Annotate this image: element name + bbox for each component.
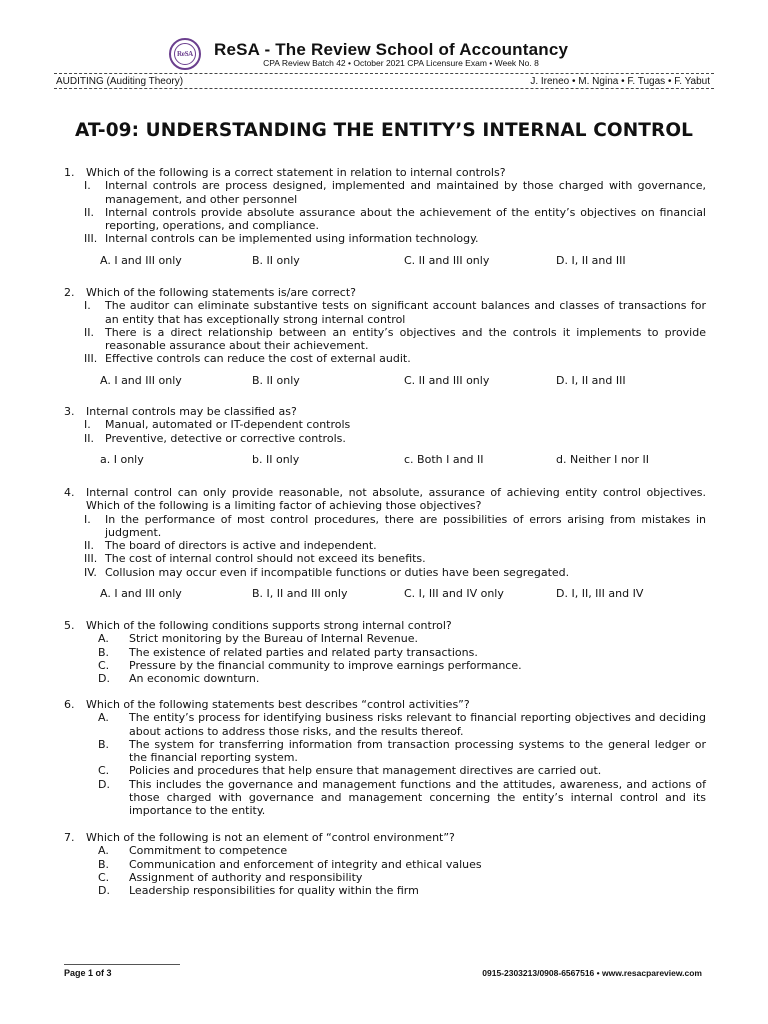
option-text: An economic downturn. bbox=[129, 672, 260, 686]
question-stem: Which of the following is not an element of “control environment”? bbox=[86, 831, 455, 844]
choice-a: A. I and III only bbox=[100, 253, 182, 267]
answer-choices bbox=[64, 374, 706, 387]
item-label: II. bbox=[84, 205, 94, 219]
option-label: A. bbox=[98, 632, 109, 646]
option-label: A. bbox=[98, 844, 109, 858]
option-text: The existence of related parties and related party transactions. bbox=[129, 645, 478, 659]
choice-a: A. I and III only bbox=[100, 587, 182, 601]
question-6 bbox=[64, 698, 706, 818]
option-label: C. bbox=[98, 658, 110, 672]
question-2 bbox=[64, 286, 706, 387]
item-label: II. bbox=[84, 431, 94, 445]
item-text: Internal controls provide absolute assurance about the achievement of the entity’s objectives on financial reporting, operations, and compliance. bbox=[105, 205, 706, 233]
item-text: The auditor can eliminate substantive tests on significant account balances and classes of transactions for an entity that has exceptionally strong internal control bbox=[105, 299, 706, 326]
question-stem: Which of the following is a correct statement in relation to internal controls? bbox=[86, 166, 506, 179]
item-text: In the performance of most control procedures, there are possibilities of errors arising from mistakes in judgment. bbox=[105, 512, 706, 539]
option-label: B. bbox=[98, 857, 110, 871]
question-stem: Internal controls may be classified as? bbox=[86, 405, 297, 418]
question-3 bbox=[64, 405, 706, 466]
authors-label: J. Ireneo • M. Ngina • F. Tugas • F. Yabut bbox=[530, 76, 710, 87]
choice-d: d. Neither I nor II bbox=[556, 452, 650, 466]
choice-a: a. I only bbox=[100, 452, 144, 466]
item-text: There is a direct relationship between an entity’s objectives and the controls it implements to provide reasonable assurance about their achievement. bbox=[105, 325, 706, 353]
choice-c: c. Both I and II bbox=[404, 452, 484, 466]
choice-b: B. II only bbox=[252, 373, 300, 387]
question-number: 4. bbox=[64, 486, 75, 499]
question-5 bbox=[64, 619, 706, 685]
choice-c: C. II and III only bbox=[404, 253, 490, 267]
question-7 bbox=[64, 831, 706, 897]
item-label: II. bbox=[84, 325, 94, 339]
answer-choices bbox=[64, 587, 706, 600]
item-label: I. bbox=[84, 299, 91, 313]
question-stem: Which of the following statements best describes “control activities”? bbox=[86, 698, 470, 711]
option-label: D. bbox=[98, 884, 110, 898]
option-label: C. bbox=[98, 764, 110, 778]
item-text: Collusion may occur even if incompatible functions or duties have been segregated. bbox=[105, 565, 570, 579]
item-text: Internal controls are process designed, implemented and maintained by those charged with governance, management, and other personnel bbox=[105, 179, 706, 206]
option-text: Assignment of authority and responsibility bbox=[129, 870, 363, 884]
subject-bar bbox=[54, 73, 714, 89]
item-label: IV. bbox=[84, 565, 97, 579]
choice-d: D. I, II, III and IV bbox=[556, 587, 644, 601]
contact-info: 0915-2303213/0908-6567516 • www.resacpareview.com bbox=[482, 968, 702, 978]
question-number: 5. bbox=[64, 619, 75, 632]
option-text: Leadership responsibilities for quality within the firm bbox=[129, 884, 419, 898]
option-text: This includes the governance and management functions and the attitudes, awareness, and actions of those charged with governance and management concerning the entity’s internal control and its importance to the entity. bbox=[129, 777, 706, 818]
page-number: Page 1 of 3 bbox=[64, 968, 112, 978]
choice-a: A. I and III only bbox=[100, 373, 182, 387]
question-number: 7. bbox=[64, 831, 75, 844]
choice-b: B. II only bbox=[252, 253, 300, 267]
item-text: Internal controls can be implemented using information technology. bbox=[105, 232, 479, 246]
item-text: Manual, automated or IT-dependent controls bbox=[105, 418, 351, 432]
item-label: I. bbox=[84, 179, 91, 193]
item-label: III. bbox=[84, 552, 98, 566]
item-text: Effective controls can reduce the cost of external audit. bbox=[105, 352, 411, 366]
page-title: AT-09: UNDERSTANDING THE ENTITY’S INTERNAL CONTROL bbox=[74, 120, 694, 141]
item-text: The board of directors is active and independent. bbox=[105, 539, 377, 553]
option-label: C. bbox=[98, 870, 110, 884]
subject-label: AUDITING (Auditing Theory) bbox=[56, 76, 184, 87]
option-label: D. bbox=[98, 777, 110, 791]
question-1 bbox=[64, 166, 706, 267]
option-text: Communication and enforcement of integrity and ethical values bbox=[129, 857, 482, 871]
option-label: D. bbox=[98, 672, 110, 686]
question-number: 6. bbox=[64, 698, 75, 711]
option-text: Policies and procedures that help ensure that management directives are carried out. bbox=[129, 764, 602, 778]
batch-info: CPA Review Batch 42 • October 2021 CPA Licensure Exam • Week No. 8 bbox=[263, 58, 539, 68]
item-label: III. bbox=[84, 352, 98, 366]
question-stem: Internal control can only provide reasonable, not absolute, assurance of achieving entity control objectives. Which of the following is a limiting factor of achieving those objectives? bbox=[86, 486, 706, 513]
question-number: 1. bbox=[64, 166, 75, 179]
option-text: The entity’s process for identifying business risks relevant to financial reporting objectives and deciding about actions to address those risks, and the results thereof. bbox=[129, 711, 706, 738]
option-text: Pressure by the financial community to improve earnings performance. bbox=[129, 658, 522, 672]
choice-d: D. I, II and III bbox=[556, 253, 626, 267]
option-label: B. bbox=[98, 737, 110, 751]
answer-choices bbox=[64, 254, 706, 267]
question-4 bbox=[64, 486, 706, 600]
item-text: Preventive, detective or corrective controls. bbox=[105, 431, 346, 445]
choice-d: D. I, II and III bbox=[556, 373, 626, 387]
choice-b: b. II only bbox=[252, 452, 300, 466]
item-label: III. bbox=[84, 232, 98, 246]
logo-text: ReSA bbox=[174, 43, 196, 65]
choice-c: C. II and III only bbox=[404, 373, 490, 387]
item-label: II. bbox=[84, 539, 94, 553]
question-stem: Which of the following conditions supports strong internal control? bbox=[86, 619, 452, 632]
option-text: Strict monitoring by the Bureau of Internal Revenue. bbox=[129, 632, 418, 646]
item-text: The cost of internal control should not exceed its benefits. bbox=[105, 552, 426, 566]
option-label: B. bbox=[98, 645, 110, 659]
option-text: Commitment to competence bbox=[129, 844, 288, 858]
question-stem: Which of the following statements is/are correct? bbox=[86, 286, 357, 299]
footer-rule bbox=[64, 964, 180, 965]
choice-c: C. I, III and IV only bbox=[404, 587, 504, 601]
school-name: ReSA - The Review School of Accountancy bbox=[214, 40, 569, 59]
option-label: A. bbox=[98, 711, 109, 725]
answer-choices bbox=[64, 453, 706, 466]
item-label: I. bbox=[84, 418, 91, 432]
option-text: The system for transferring information from transaction processing systems to the general ledger or the financial reporting system. bbox=[129, 737, 706, 765]
question-number: 3. bbox=[64, 405, 75, 418]
item-label: I. bbox=[84, 512, 91, 526]
choice-b: B. I, II and III only bbox=[252, 587, 348, 601]
question-number: 2. bbox=[64, 286, 75, 299]
